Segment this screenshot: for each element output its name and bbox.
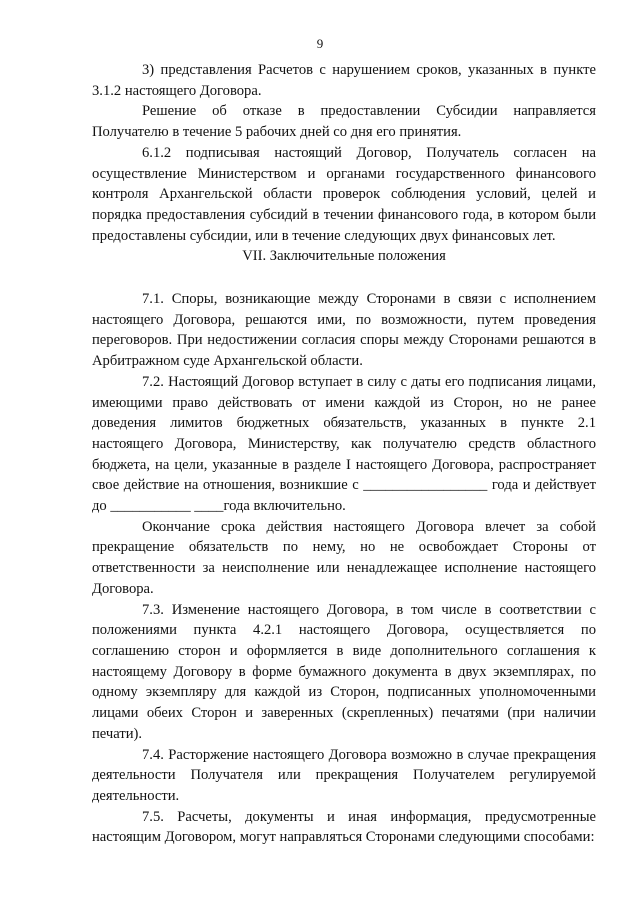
paragraph-7-1: 7.1. Споры, возникающие между Сторонами в связи с исполнением настоящего Договора, решаются ими, по возможности, путем проведения переговоров. При недостижении согласия споры между Сторонами решаются в Арбитражном суде Архангельской области. bbox=[92, 291, 596, 370]
paragraph-expiry: Окончание срока действия настоящего Договора влечет за собой прекращение обязательств по нему, но не освобождает Стороны от ответственности за неисполнение или ненадлежащее исполнение настоящего Договора. bbox=[92, 518, 596, 597]
paragraph-refusal: Решение об отказе в предоставлении Субсидии направляется Получателю в течение 5 рабочих дней со дня его принятия. bbox=[92, 103, 596, 141]
paragraph-3: 3) представления Расчетов с нарушением сроков, указанных в пункте 3.1.2 настоящего Договора. bbox=[92, 62, 596, 99]
paragraph-7-3: 7.3. Изменение настоящего Договора, в том числе в соответствии с положениями пункта 4.2.1 настоящего Договора, осуществляется по соглашению сторон и оформляется в виде дополнительного соглашения к настоящему Договору в форме бумажного документа в двух экземплярах, по одному экземпляру для каждой из Сторон, подписанных уполномоченными лицами обеих Сторон и заверенных (скрепленных) печатями (при наличии печати). bbox=[92, 601, 596, 742]
section-heading: VII. Заключительные положения bbox=[242, 248, 446, 265]
paragraph-7-2: 7.2. Настоящий Договор вступает в силу с даты его подписания лицами, имеющими право действовать от имени каждой из Сторон, но не ранее доведения лимитов бюджетных обязательств, указанных в пункте 2.1 настоящего Договора, Министерству, как получателю средств областного бюджета, на цели, указанные в разделе I настоящего Договора, распространяет свое действие на отношения, возникшие с _________________ года и действует до ___________ ____года включительно. bbox=[92, 373, 596, 515]
paragraph-7-4: 7.4. Расторжение настоящего Договора возможно в случае прекращения деятельности Получателя или прекращения Получателем регулируемой деятельности. bbox=[92, 746, 596, 804]
paragraph-7-5: 7.5. Расчеты, документы и иная информация, предусмотренные настоящим Договором, могут направляться Сторонами следующими способами: bbox=[92, 808, 596, 846]
paragraph-6-1-2: 6.1.2 подписывая настоящий Договор, Получатель согласен на осуществление Министерством и органами государственного финансового контроля Архангельской области проверок соблюдения условий, целей и порядка предоставления субсидий в течении финансового года, в котором были предоставлены субсидии, или в течение следующих двух финансовых лет. bbox=[92, 144, 596, 244]
page-number: 9 bbox=[316, 36, 324, 51]
spacer bbox=[92, 267, 596, 289]
document-body bbox=[92, 60, 596, 848]
